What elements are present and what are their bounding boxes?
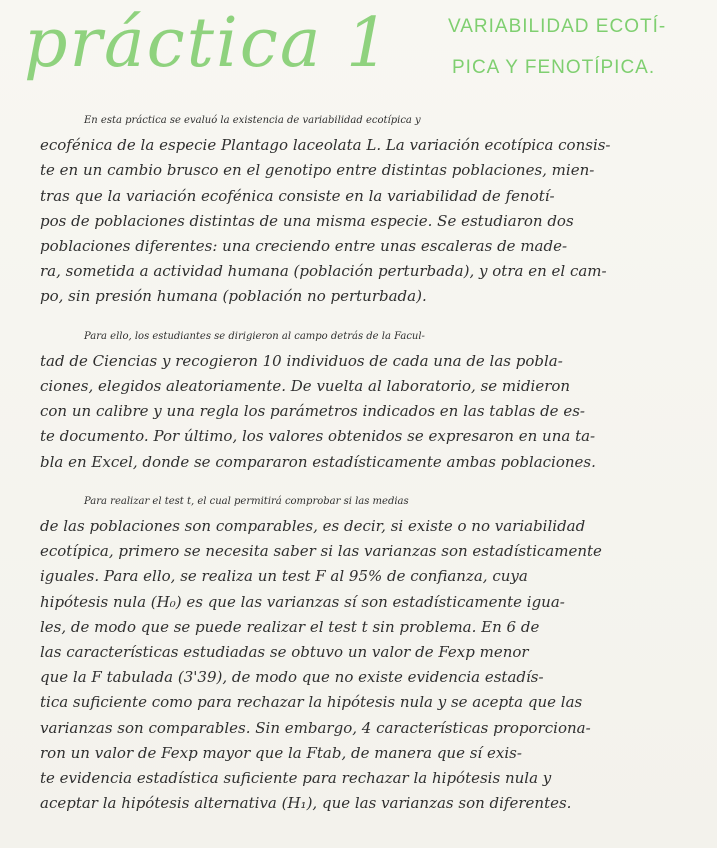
text-line: Para ello, los estudiantes se dirigieron al campo detrás de la Facul- (84, 330, 425, 342)
text-line: Para realizar el test t, el cual permitirá comprobar si las medias (84, 495, 409, 507)
text-line: te evidencia estadística suficiente para rechazar la hipótesis nula y (40, 769, 552, 788)
text-line: pos de poblaciones distintas de una misma especie. Se estudiaron dos (40, 211, 574, 230)
text-line: tica suficiente como para rechazar la hipótesis nula y se acepta que las (40, 693, 583, 712)
text-line: En esta práctica se evaluó la existencia de variabilidad ecotípica y (84, 115, 421, 126)
text-line: poblaciones diferentes: una creciendo entre unas escaleras de made- (40, 237, 568, 256)
subtitle-line-1: VARIABILIDAD ECOTÍ- (448, 16, 667, 37)
text-line: les, de modo que se puede realizar el test t sin problema. En 6 de (40, 617, 540, 636)
text-line: ecotípica, primero se necesita saber si las varianzas son estadísticamente (40, 542, 602, 561)
text-line: tad de Ciencias y recogieron 10 individuos de cada una de las pobla- (40, 351, 563, 370)
text-line: que la F tabulada (3'39), de modo que no existe evidencia estadís- (40, 668, 544, 687)
subtitle-line-2: PICA Y FENOTÍPICA. (452, 57, 656, 78)
paragraph-3 (40, 489, 700, 817)
text-line: po, sin presión humana (población no perturbada). (40, 287, 427, 306)
paragraph-1 (40, 108, 700, 310)
text-line: varianzas son comparables. Sin embargo, 4 características proporciona- (40, 718, 591, 737)
text-line: te documento. Por último, los valores obtenidos se expresaron en una ta- (40, 427, 596, 446)
paragraph-2 (40, 324, 700, 475)
text-line: con un calibre y una regla los parámetros indicados en las tablas de es- (40, 402, 585, 421)
text-line: de las poblaciones son comparables, es decir, si existe o no variabilidad (40, 517, 586, 536)
text-line: te en un cambio brusco en el genotipo entre distintas poblaciones, mien- (40, 161, 595, 180)
text-line: ra, sometida a actividad humana (población perturbada), y otra en el cam- (40, 262, 607, 281)
text-line: ecofénica de la especie Plantago laceolata L. La variación ecotípica consis- (40, 136, 611, 155)
handwritten-body (40, 108, 700, 830)
text-line: ron un valor de Fexp mayor que la Ftab, de manera que sí exis- (40, 743, 522, 762)
text-line: tras que la variación ecofénica consiste en la variabilidad de fenotí- (40, 186, 555, 205)
text-line: ciones, elegidos aleatoriamente. De vuelta al laboratorio, se midieron (40, 377, 571, 396)
text-line: bla en Excel, donde se compararon estadísticamente ambas poblaciones. (40, 452, 596, 471)
page-title: práctica 1 (24, 4, 392, 83)
text-line: aceptar la hipótesis alternativa (H₁), que las varianzas son diferentes. (40, 794, 572, 813)
text-line: hipótesis nula (H₀) es que las varianzas sí son estadísticamente igua- (40, 592, 565, 611)
text-line: iguales. Para ello, se realiza un test F al 95% de confianza, cuya (40, 567, 528, 586)
text-line: las características estudiadas se obtuvo un valor de Fexp menor (40, 643, 529, 662)
